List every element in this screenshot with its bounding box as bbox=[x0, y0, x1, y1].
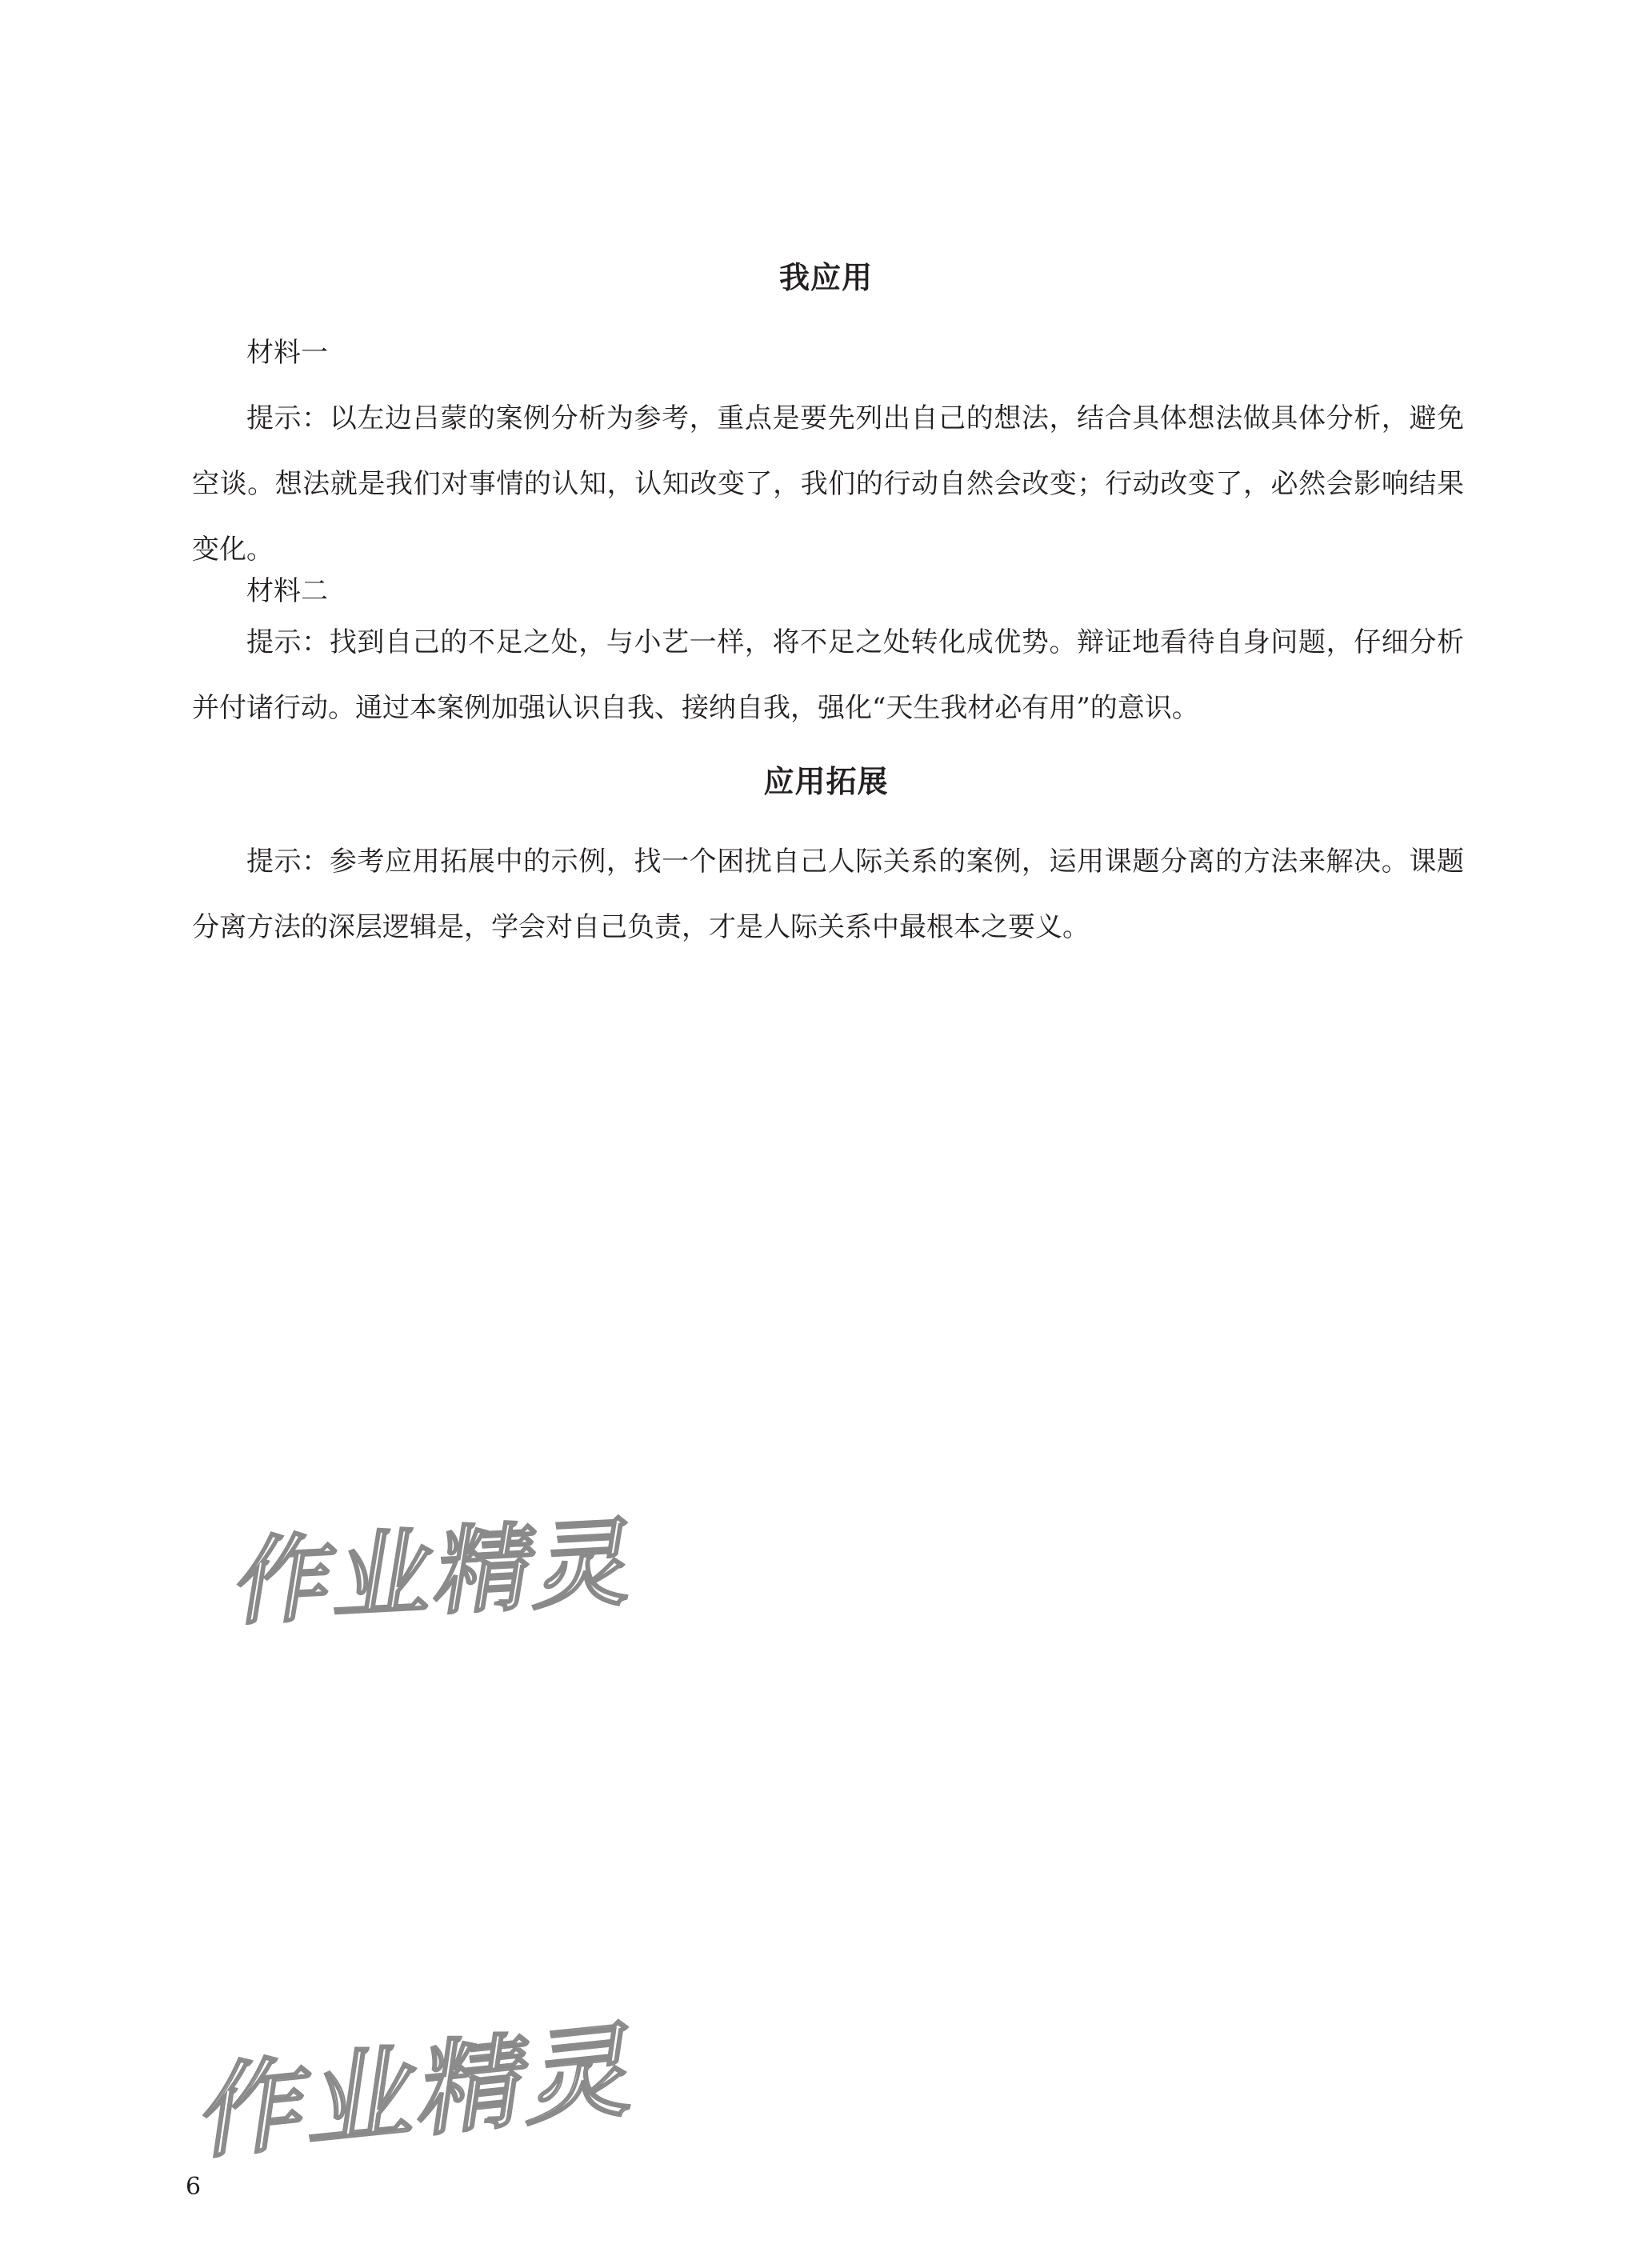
watermark-logo: 作业精灵 bbox=[194, 2008, 649, 2174]
section-title-apply: 我应用 bbox=[778, 260, 873, 295]
material-two-text: 提示：找到自己的不足之处，与小艺一样，将不足之处转化成优势。辩证地看待自身问题，仔细分析并付诸行动。通过本案例加强认识自我、接纳自我，强化“天生我材必有用”的意识。 bbox=[192, 626, 1464, 724]
extension-text: 提示：参考应用拓展中的示例，找一个困扰自己人际关系的案例，运用课题分离的方法来解决。课题分离方法的深层逻辑是，学会对自己负责，才是人际关系中最根本之要义。 bbox=[192, 846, 1464, 943]
watermark-logo: 作业精灵 bbox=[227, 1507, 646, 1639]
material-two-label: 材料二 bbox=[246, 575, 328, 607]
section-title-extension: 应用拓展 bbox=[763, 764, 889, 799]
page-number: 6 bbox=[186, 2173, 202, 2201]
material-one-label: 材料一 bbox=[246, 337, 328, 369]
material-one-text: 提示：以左边吕蒙的案例分析为参考，重点是要先列出自己的想法，结合具体想法做具体分析，避免空谈。想法就是我们对事情的认知，认知改变了，我们的行动自然会改变；行动改变了，必然会影响结果变化。 bbox=[192, 402, 1464, 566]
